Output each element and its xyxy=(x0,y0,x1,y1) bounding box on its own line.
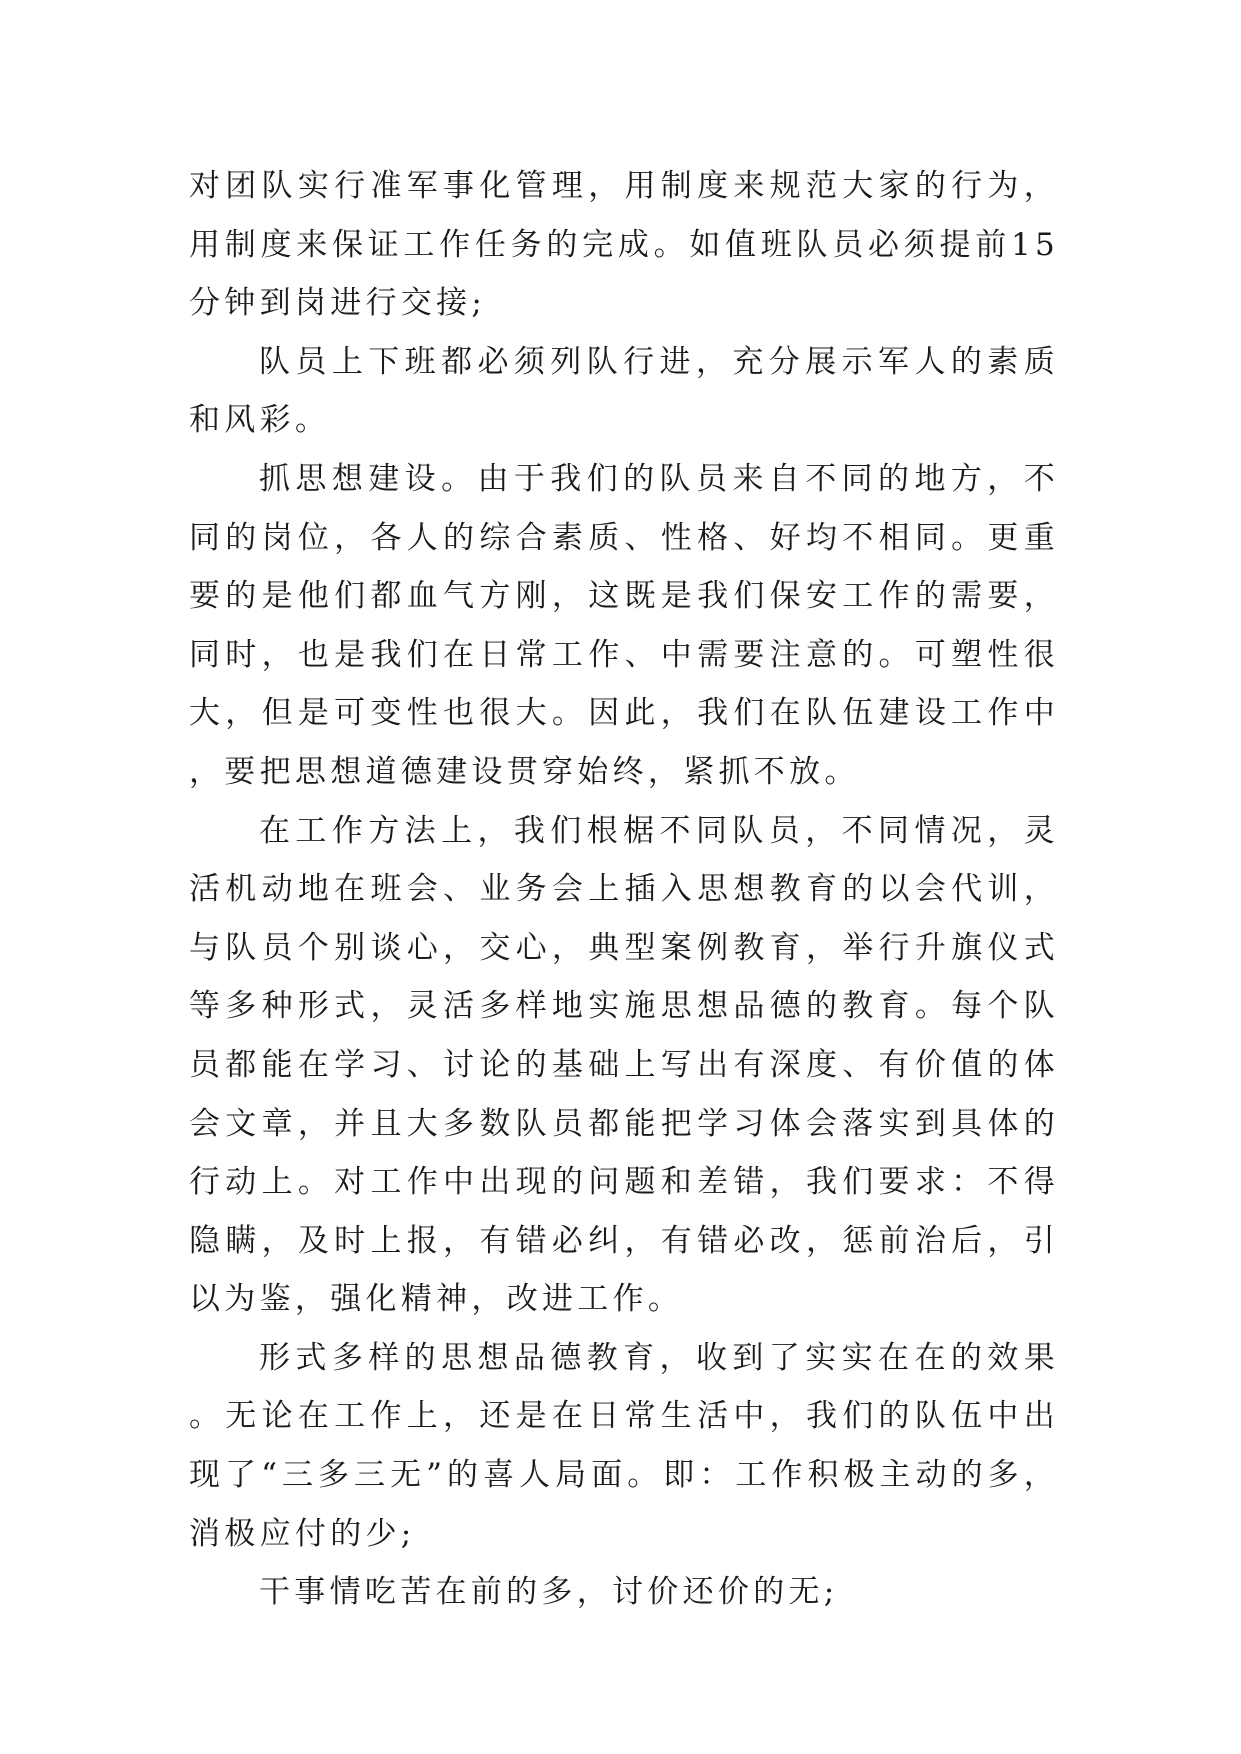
paragraph-6: 干事情吃苦在前的多，讨价还价的无; xyxy=(259,1574,839,1611)
paragraph-4: 在工作方法上，我们根椐不同队员，不同情况，灵活机动地在班会、业务会上插入思想教育的以会代训，与队员个别谈心，交心，典型案例教育，举行升旗仪式等多种形式，灵活多样地实施思想品德的教育。每个队员都能在学习、讨论的基础上写出有深度、有价值的体会文章，并且大多数队员都能把学习体会落实到具体的行动上。对工作中出现的问题和差错，我们要求：不得隐瞒，及时上报，有错必纠，有错必改，惩前治后，引以为鉴，强化精神，改进工作。 xyxy=(189,812,1059,1318)
paragraph-2: 队员上下班都必须列队行进，充分展示军人的素质和风彩。 xyxy=(189,343,1059,439)
paragraph-5: 形式多样的思想品德教育，收到了实实在在的效果。无论在工作上，还是在日常生活中，我们的队伍中出现了“三多三无”的喜人局面。即：工作积极主动的多，消极应付的少; xyxy=(189,1339,1059,1552)
paragraph-1: 对团队实行准军事化管理，用制度来规范大家的行为，用制度来保证工作任务的完成。如值班队员必须提前15分钟到岗进行交接; xyxy=(189,168,1059,322)
paragraph-3: 抓思想建设。由于我们的队员来自不同的地方，不同的岗位，各人的综合素质、性格、好均不相同。更重要的是他们都血气方刚，这既是我们保安工作的需要，同时，也是我们在日常工作、中需要注意的。可塑性很大，但是可变性也很大。因此，我们在队伍建设工作中，要把思想道德建设贯穿始终，紧抓不放。 xyxy=(189,460,1059,790)
document-body xyxy=(189,157,1059,1622)
